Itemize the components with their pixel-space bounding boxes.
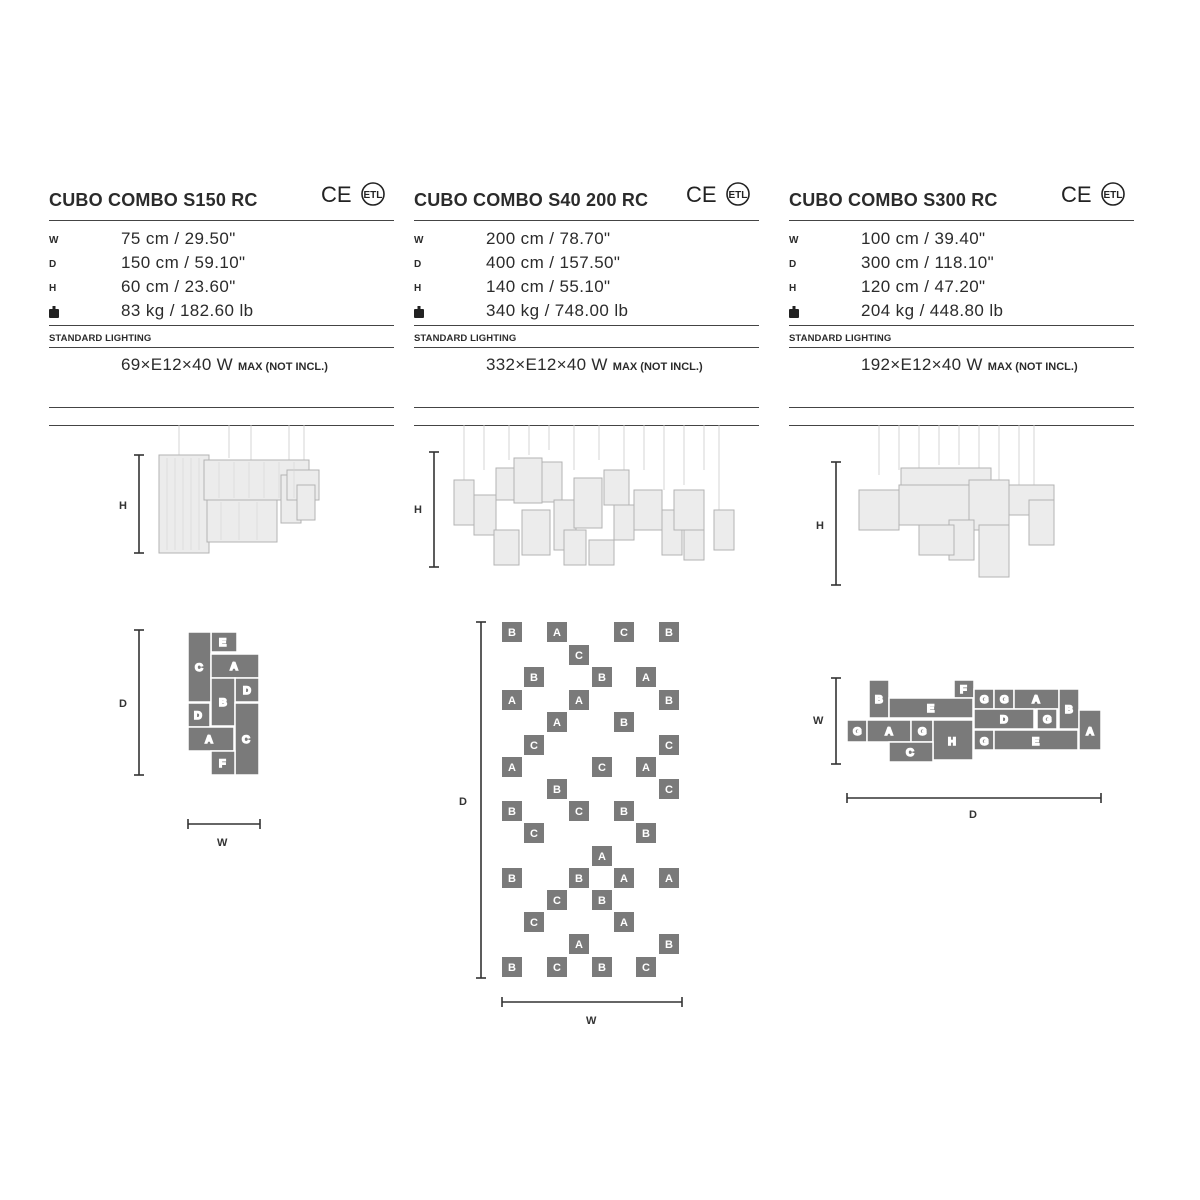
module-block — [954, 680, 974, 698]
module-block — [994, 730, 1078, 750]
svg-text:C: C — [553, 895, 561, 907]
module-block — [502, 622, 522, 642]
svg-text:C: C — [665, 784, 673, 796]
svg-text:A: A — [642, 672, 650, 684]
svg-text:B: B — [219, 697, 227, 709]
module-block — [614, 912, 634, 932]
module-block — [636, 957, 656, 977]
svg-text:ETL: ETL — [363, 190, 383, 201]
module-block — [569, 645, 589, 665]
spec-value: 204 kg / 448.80 lb — [861, 301, 1004, 320]
module-block — [524, 667, 544, 687]
module-block — [889, 698, 973, 718]
svg-text:G: G — [1000, 694, 1009, 706]
standard-lighting-heading: STANDARD LIGHTING — [789, 333, 892, 344]
spec-value: 60 cm / 23.60" — [121, 277, 236, 296]
svg-text:D: D — [194, 710, 202, 722]
svg-text:B: B — [598, 962, 606, 974]
module-block — [211, 751, 235, 775]
svg-text:G: G — [980, 736, 989, 748]
module-block — [524, 735, 544, 755]
product-title: CUBO COMBO S40 200 RC — [414, 190, 649, 210]
module-block — [889, 742, 933, 762]
module-block — [211, 632, 237, 652]
module-block — [933, 720, 973, 760]
spec-value: 150 cm / 59.10" — [121, 253, 246, 272]
width-dimension-label: W — [586, 1015, 597, 1027]
product-title: CUBO COMBO S300 RC — [789, 190, 998, 210]
svg-text:B: B — [530, 672, 538, 684]
spec-label: W — [789, 235, 799, 246]
ce-mark-icon: CE — [686, 182, 717, 207]
spec-value: 120 cm / 47.20" — [861, 277, 986, 296]
module-block — [235, 703, 259, 775]
module-block — [547, 779, 567, 799]
module-block — [994, 689, 1014, 709]
svg-text:C: C — [242, 734, 250, 746]
module-block — [547, 957, 567, 977]
module-block — [614, 801, 634, 821]
module-block — [1079, 710, 1101, 750]
svg-text:A: A — [620, 873, 628, 885]
module-block — [502, 757, 522, 777]
product-column-s40 — [414, 0, 759, 1200]
spec-label: D — [789, 259, 797, 270]
module-block — [614, 868, 634, 888]
standard-lighting-heading: STANDARD LIGHTING — [49, 333, 152, 344]
svg-text:B: B — [620, 717, 628, 729]
svg-text:G: G — [918, 726, 927, 738]
module-block — [211, 654, 259, 678]
module-block — [867, 720, 911, 742]
svg-text:C: C — [530, 917, 538, 929]
lighting-suffix: MAX (NOT INCL.) — [612, 361, 703, 373]
module-block — [569, 868, 589, 888]
lighting-value: 332×E12×40 W — [486, 355, 608, 374]
module-block — [569, 934, 589, 954]
module-block — [188, 703, 210, 727]
svg-text:B: B — [598, 672, 606, 684]
lighting-value: 192×E12×40 W — [861, 355, 983, 374]
depth-dimension-label: D — [459, 796, 467, 808]
svg-text:C: C — [575, 806, 583, 818]
module-block — [614, 622, 634, 642]
module-block — [636, 823, 656, 843]
spec-label: H — [49, 283, 57, 294]
product-photo-s40 — [414, 0, 759, 1100]
svg-text:B: B — [598, 895, 606, 907]
module-plan-s300 — [847, 680, 1101, 762]
module-block — [547, 622, 567, 642]
spec-value: 140 cm / 55.10" — [486, 277, 611, 296]
module-block — [869, 680, 889, 718]
module-block — [1059, 689, 1079, 729]
lighting-suffix: MAX (NOT INCL.) — [987, 361, 1078, 373]
width-dimension-label: W — [217, 837, 228, 849]
height-dimension-label: H — [414, 504, 422, 516]
lighting-value: 69×E12×40 W — [121, 355, 233, 374]
svg-text:B: B — [508, 962, 516, 974]
product-photo-s300 — [789, 0, 1134, 900]
module-block — [974, 709, 1034, 729]
lighting-suffix: MAX (NOT INCL.) — [238, 361, 328, 373]
module-block — [659, 868, 679, 888]
product-column-s150 — [49, 0, 394, 1200]
module-block — [974, 730, 994, 750]
svg-text:F: F — [960, 684, 967, 696]
spec-value: 300 cm / 118.10" — [861, 253, 995, 272]
svg-text:B: B — [508, 627, 516, 639]
spec-value: 100 cm / 39.40" — [861, 229, 986, 248]
product-title: CUBO COMBO S150 RC — [49, 190, 258, 210]
svg-text:A: A — [508, 762, 516, 774]
standard-lighting-heading: STANDARD LIGHTING — [414, 333, 517, 344]
svg-text:A: A — [553, 717, 561, 729]
module-block — [614, 712, 634, 732]
svg-text:H: H — [948, 736, 956, 748]
module-block — [659, 690, 679, 710]
svg-text:A: A — [642, 762, 650, 774]
module-plan-s150 — [188, 632, 259, 775]
module-block — [592, 757, 612, 777]
svg-text:A: A — [553, 627, 561, 639]
module-block — [659, 735, 679, 755]
svg-text:B: B — [665, 939, 673, 951]
height-dimension-label: H — [119, 500, 127, 512]
svg-text:A: A — [1032, 694, 1040, 706]
spec-value: 400 cm / 157.50" — [486, 253, 621, 272]
svg-text:A: A — [508, 695, 516, 707]
module-block — [524, 823, 544, 843]
width-dimension-label: W — [813, 715, 824, 727]
svg-text:A: A — [885, 726, 893, 738]
svg-text:B: B — [642, 828, 650, 840]
svg-text:A: A — [575, 695, 583, 707]
svg-text:D: D — [243, 685, 251, 697]
svg-text:B: B — [1065, 704, 1073, 716]
ce-mark-icon: CE — [321, 182, 352, 207]
ce-mark-icon: CE — [1061, 182, 1092, 207]
svg-text:B: B — [508, 873, 516, 885]
module-block — [592, 846, 612, 866]
spec-label: W — [414, 235, 424, 246]
depth-dimension-label: D — [119, 698, 127, 710]
svg-text:A: A — [230, 661, 238, 673]
product-photo-s150 — [49, 0, 394, 900]
spec-value: 340 kg / 748.00 lb — [486, 301, 629, 320]
svg-text:A: A — [205, 734, 213, 746]
svg-text:C: C — [665, 740, 673, 752]
svg-text:D: D — [1000, 714, 1008, 726]
module-block — [974, 689, 994, 709]
svg-text:F: F — [219, 758, 226, 770]
module-block — [547, 890, 567, 910]
svg-text:B: B — [553, 784, 561, 796]
module-block — [569, 690, 589, 710]
height-dimension-label: H — [816, 520, 824, 532]
svg-text:G: G — [980, 694, 989, 706]
module-block — [659, 622, 679, 642]
svg-text:C: C — [530, 828, 538, 840]
svg-text:B: B — [875, 694, 883, 706]
module-block — [502, 957, 522, 977]
module-block — [847, 720, 867, 742]
svg-text:B: B — [575, 873, 583, 885]
module-block — [211, 678, 235, 726]
svg-text:E: E — [927, 703, 935, 715]
svg-text:C: C — [530, 740, 538, 752]
module-block — [502, 690, 522, 710]
module-block — [592, 957, 612, 977]
spec-label: H — [414, 283, 422, 294]
module-block — [592, 667, 612, 687]
svg-text:E: E — [219, 637, 227, 649]
module-block — [636, 667, 656, 687]
svg-text:C: C — [598, 762, 606, 774]
svg-text:G: G — [1043, 714, 1052, 726]
spec-label: D — [414, 259, 422, 270]
svg-text:ETL: ETL — [728, 190, 748, 201]
module-block — [659, 779, 679, 799]
module-block — [592, 890, 612, 910]
spec-label: W — [49, 235, 59, 246]
spec-label: H — [789, 283, 797, 294]
svg-text:A: A — [620, 917, 628, 929]
svg-text:A: A — [1086, 726, 1094, 738]
module-block — [547, 712, 567, 732]
module-block — [569, 801, 589, 821]
spec-label: D — [49, 259, 57, 270]
module-block — [502, 801, 522, 821]
spec-value: 75 cm / 29.50" — [121, 229, 236, 248]
svg-text:C: C — [906, 747, 914, 759]
svg-text:C: C — [195, 662, 203, 674]
spec-value: 83 kg / 182.60 lb — [121, 301, 254, 320]
svg-text:G: G — [853, 726, 862, 738]
module-block — [1037, 709, 1057, 729]
module-block — [188, 632, 211, 702]
module-block — [235, 678, 259, 702]
svg-text:C: C — [575, 650, 583, 662]
svg-text:C: C — [553, 962, 561, 974]
svg-text:A: A — [598, 851, 606, 863]
module-block — [659, 934, 679, 954]
svg-text:C: C — [642, 962, 650, 974]
svg-text:B: B — [508, 806, 516, 818]
module-block — [188, 727, 234, 751]
module-block — [524, 912, 544, 932]
svg-text:B: B — [665, 627, 673, 639]
module-block — [636, 757, 656, 777]
module-block — [502, 868, 522, 888]
module-block — [1014, 689, 1059, 709]
spec-value: 200 cm / 78.70" — [486, 229, 611, 248]
svg-text:C: C — [620, 627, 628, 639]
svg-text:B: B — [665, 695, 673, 707]
product-column-s300 — [789, 0, 1134, 1200]
depth-dimension-label: D — [969, 809, 977, 821]
svg-text:A: A — [575, 939, 583, 951]
module-plan-s40 — [502, 622, 679, 977]
svg-text:ETL: ETL — [1103, 190, 1123, 201]
module-block — [911, 720, 933, 742]
svg-text:E: E — [1032, 736, 1040, 748]
svg-text:A: A — [665, 873, 673, 885]
svg-text:B: B — [620, 806, 628, 818]
